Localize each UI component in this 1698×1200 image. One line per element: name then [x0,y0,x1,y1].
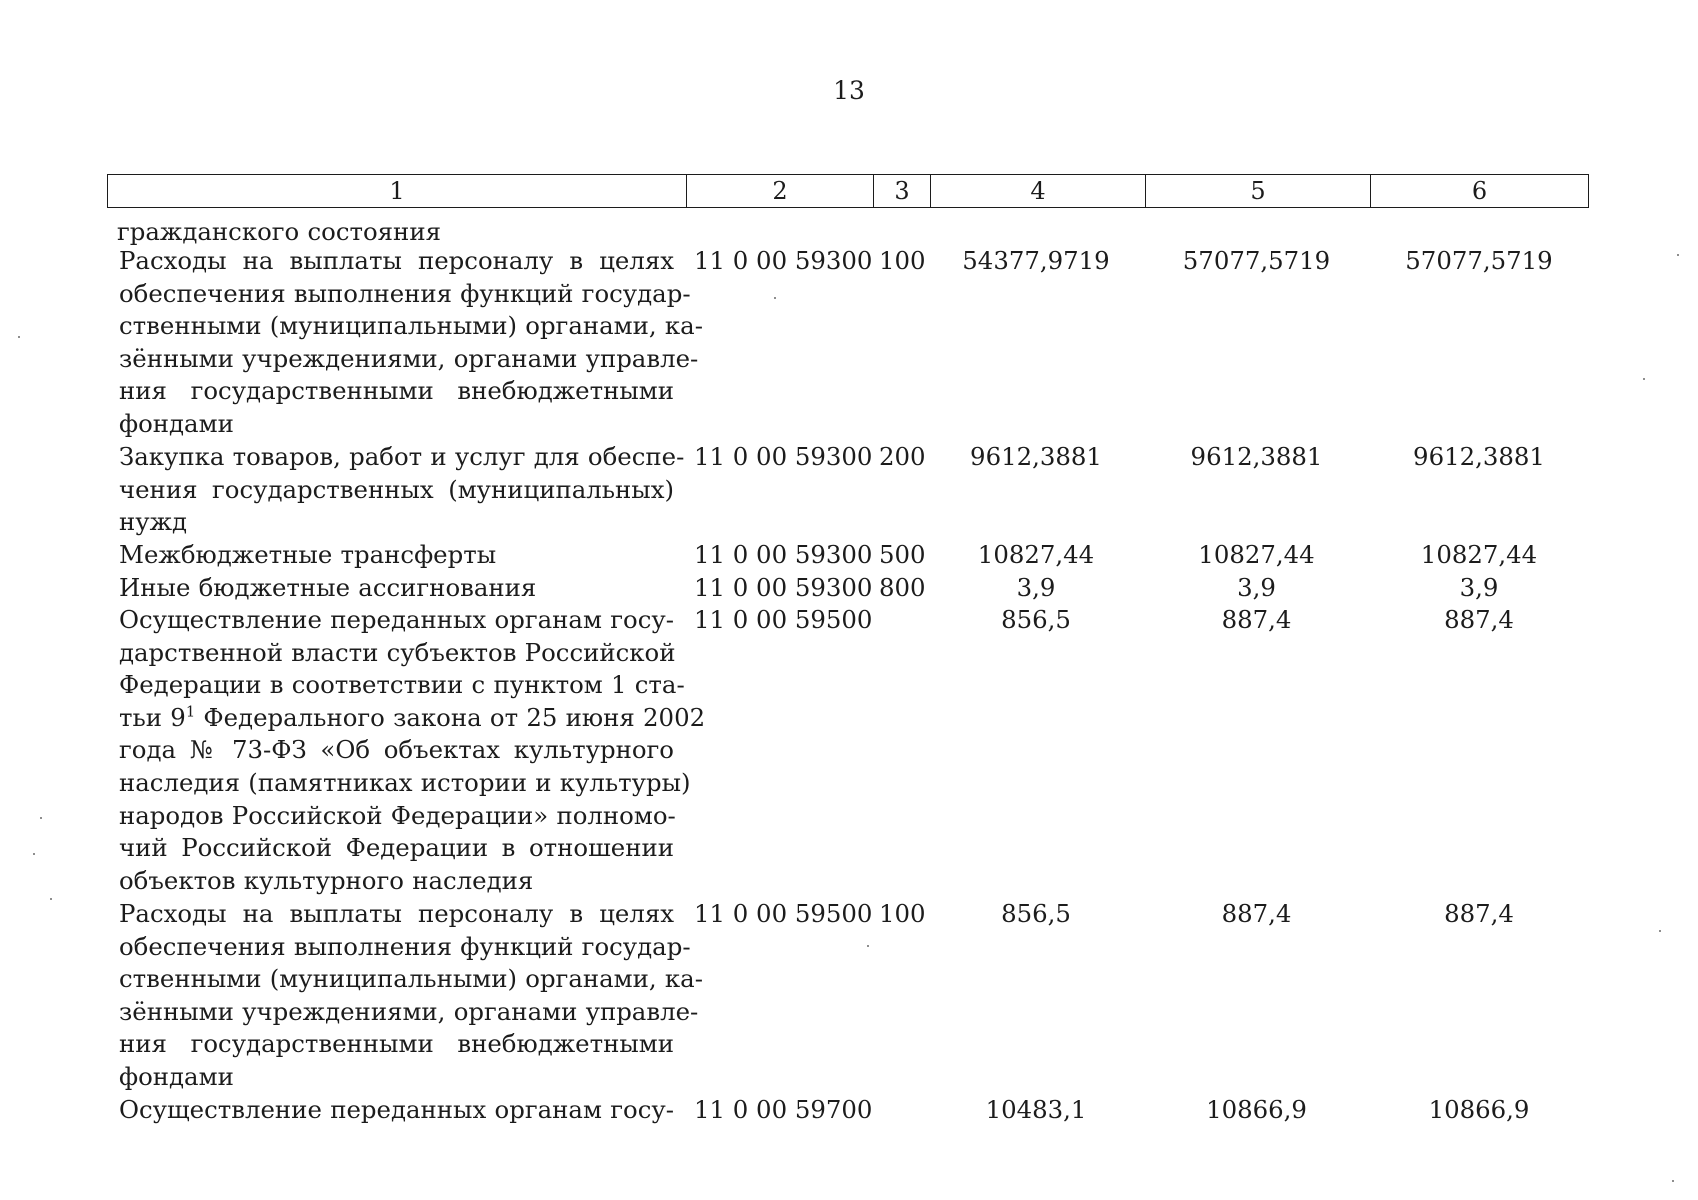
row-value-col5: 3,9 [1237,573,1276,602]
scan-speck [1677,254,1679,256]
row-value-col4: 10483,1 [985,1095,1087,1124]
row-value-col4: 10827,44 [977,540,1095,569]
row-name [119,572,674,605]
row-name-line: обеспечения выполнения функций государ- [119,278,691,308]
page-number: 13 [833,76,865,105]
row-value-col4: 3,9 [1016,573,1056,602]
scan-speck [1672,1180,1674,1182]
row-code: 11 0 00 59300 [694,246,873,275]
row-value-col4: 856,5 [1001,899,1071,928]
row-name [119,1094,674,1127]
row-code: 11 0 00 59500 [694,605,873,634]
row-expense-type: 100 [879,899,926,928]
row-value-col5: 887,4 [1221,605,1292,634]
row-expense-type: 200 [879,442,926,471]
row-value-col6: 57077,5719 [1405,246,1553,275]
scan-speck [1643,378,1645,380]
row-name-line: дарственной власти субъектов Российской [119,637,676,667]
row-value-col5: 887,4 [1221,899,1292,928]
scan-speck [33,853,35,855]
row-name-line: объектов культурного наследия [119,865,534,895]
row-value-col6: 10827,44 [1420,540,1538,569]
column-header-3: 3 [873,175,930,207]
row-name-line: Межбюджетные трансферты [119,540,497,569]
row-value-col6: 3,9 [1459,573,1499,602]
row-name-line: Закупка товаров, работ и услуг для обеспе- [119,442,685,471]
row-value-col5: 9612,3881 [1190,442,1323,471]
row-value-col4: 9612,3881 [970,442,1102,471]
row-name-line: фондами [119,1061,234,1091]
row-name-line: ния государственными внебюджетными [119,1029,674,1059]
column-header-row [107,174,1589,208]
row-code: 11 0 00 59500 [694,899,873,928]
scan-speck [867,945,869,947]
row-name [119,898,703,1094]
row-name [119,604,706,897]
row-value-col5: 10827,44 [1198,540,1315,569]
row-name-line: нужд [119,507,188,537]
row-name-line: Федерации в соответствии с пунктом 1 ста- [119,670,685,700]
row-name-line: гражданского состояния [117,217,441,246]
row-name-line: Осуществление переданных органам госу- [119,605,674,634]
row-value-col6: 887,4 [1444,899,1514,928]
scan-speck [18,336,20,338]
row-name [119,539,674,572]
row-name [119,245,703,441]
row-name-line: Осуществление переданных органам госу- [119,1095,674,1124]
row-value-col6: 9612,3881 [1413,442,1545,471]
row-name-line: чения государственных (муниципальных) [119,474,674,504]
row-name-line: зёнными учреждениями, органами управле- [119,996,699,1026]
row-name-line: зёнными учреждениями, органами управле- [119,343,699,373]
column-header-5: 5 [1145,175,1370,207]
row-name-line: Расходы на выплаты персоналу в целях [119,246,674,275]
footnote-superscript: 1 [185,703,196,721]
row-name-line-footnote: тьи $9^1$ Федерального закона от 25 июня 2002 [119,702,706,732]
row-value-col4: 856,5 [1001,605,1071,634]
row-name-line: года № 73-ФЗ «Об объектах культурного [119,735,674,765]
row-code: 11 0 00 59300 [694,540,873,569]
row-code: 11 0 00 59700 [694,1095,873,1124]
row-value-col6: 10866,9 [1428,1095,1530,1124]
column-header-6: 6 [1370,175,1588,207]
row-name [119,441,685,539]
row-name-line: ственными (муниципальными) органами, ка- [119,311,703,341]
row-name [117,216,672,249]
column-header-1: 1 [389,177,405,205]
scan-speck [40,817,42,819]
row-name-line: народов Российской Федерации» полномо- [119,800,676,830]
row-name-line: ственными (муниципальными) органами, ка- [119,964,703,994]
row-name-line: обеспечения выполнения функций государ- [119,931,691,961]
row-value-col4: 54377,9719 [962,246,1110,275]
scan-speck [1659,930,1661,932]
row-expense-type: 500 [879,540,926,569]
row-value-col5: 10866,9 [1206,1095,1307,1124]
row-name-line: чий Российской Федерации в отношении [119,833,674,863]
row-name-line: наследия (памятниках истории и культуры) [119,767,691,797]
scan-speck [50,898,52,900]
row-expense-type: 100 [879,246,926,275]
scan-speck [774,297,776,299]
column-header-2: 2 [686,175,873,207]
row-expense-type: 800 [879,573,926,602]
row-value-col6: 887,4 [1444,605,1514,634]
row-name-line: Иные бюджетные ассигнования [119,573,537,602]
row-name-line: Расходы на выплаты персоналу в целях [119,899,674,928]
row-code: 11 0 00 59300 [694,573,873,602]
row-value-col5: 57077,5719 [1182,246,1331,275]
row-code: 11 0 00 59300 [694,442,873,471]
row-name-line: фондами [119,408,234,438]
row-name-line: ния государственными внебюджетными [119,376,674,406]
column-header-4: 4 [930,175,1145,207]
